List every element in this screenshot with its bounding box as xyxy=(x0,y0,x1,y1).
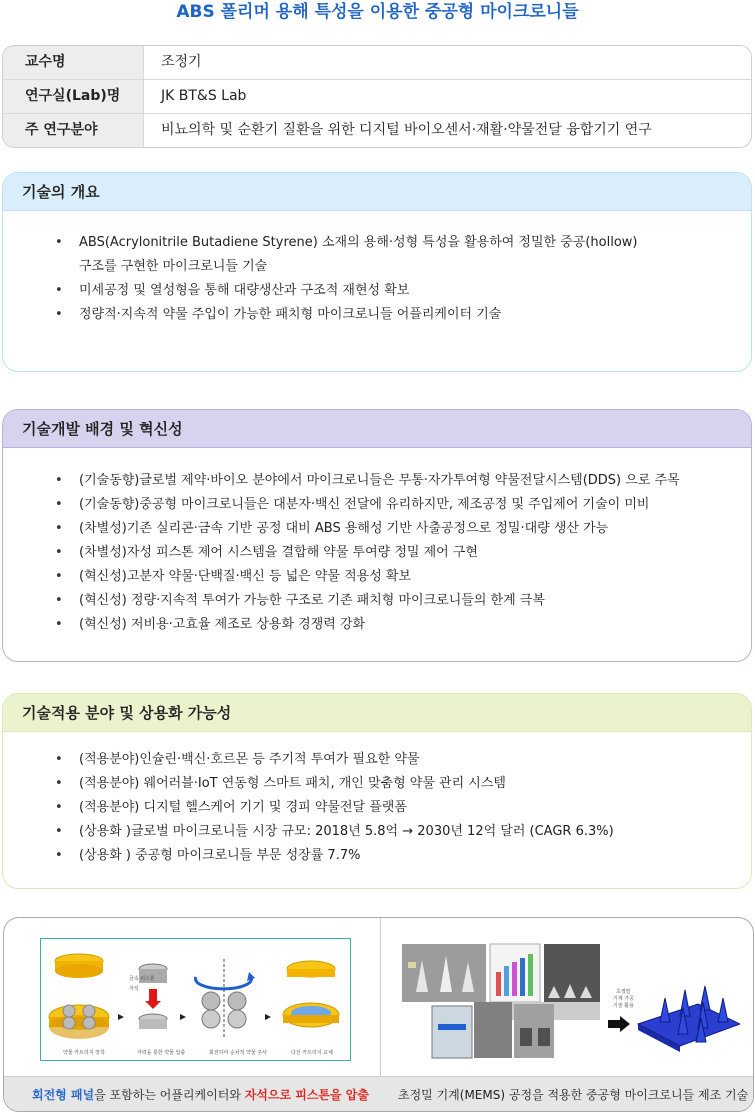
list-item: • (혁신성) 저비용·고효율 제조로 상용화 경쟁력 강화 xyxy=(55,613,680,637)
section-overview xyxy=(2,172,752,372)
list-item: • (차별성)기존 실리콘·금속 기반 공정 대비 ABS 용해성 기반 사출공정으로 정밀·대량 생산 가능 xyxy=(55,517,680,541)
list-item: • (기술동향)중공형 마이크로니들은 대분자·백신 전달에 유리하지만, 제조공정 및 주입제어 기술이 미비 xyxy=(55,493,680,517)
info-row-research-field xyxy=(3,114,751,148)
bullet-list xyxy=(55,231,638,327)
figure-caption-bar xyxy=(4,1076,753,1112)
mems-diagram xyxy=(398,942,740,1062)
mems-illustration xyxy=(398,942,740,1062)
figure-label: 자석 xyxy=(129,986,139,992)
figure-label: 기술 활용 xyxy=(613,1003,634,1009)
info-value: 조정기 xyxy=(161,54,202,70)
info-key: 연구실(Lab)명 xyxy=(3,80,144,113)
list-item: • (적용분야) 웨어러블·IoT 연동형 스마트 패치, 개인 맞춤형 약물 관리 시스템 xyxy=(55,772,614,796)
info-row-professor xyxy=(3,46,751,80)
section-heading: 기술의 개요 xyxy=(3,173,751,211)
caption-text: 을 포함하는 어플리케이터와 xyxy=(94,1088,245,1102)
figure-label: 약물 카트리지 장착 xyxy=(63,1050,105,1056)
list-item: • (혁신성) 정량·지속적 투여가 가능한 구조로 기존 패치형 마이크로니들의 한계 극복 xyxy=(55,589,680,613)
list-item: • (차별성)자성 피스톤 제어 시스템을 결합해 약물 투여량 정밀 제어 구현 xyxy=(55,541,680,565)
figure-label: 초정밀 xyxy=(616,989,631,995)
right-figure-caption: 초정밀 기계(MEMS) 공정을 적용한 중공형 마이크로니들 제조 기술 xyxy=(398,1088,749,1102)
applicator-diagram xyxy=(41,939,350,1060)
figure-panel xyxy=(3,917,754,1112)
left-figure-caption xyxy=(32,1077,369,1112)
figure-label: 회전하여 순차적 약물 주사 xyxy=(209,1050,267,1056)
list-item: • (적용분야) 디지털 헬스케어 기기 및 경피 약물전달 플랫폼 xyxy=(55,796,614,820)
figure-label: 자력을 통한 약물 압출 xyxy=(137,1050,186,1056)
info-key: 교수명 xyxy=(3,46,144,79)
info-value: 비뇨의학 및 순환기 질환을 위한 디지털 바이오센서·재활·약물전달 융합기기 연구 xyxy=(161,122,652,138)
list-item: • (상용화 )글로벌 마이크로니들 시장 규모: 2018년 5.8억 → 2030년 12억 달러 (CAGR 6.3%) xyxy=(55,820,614,844)
section-background xyxy=(2,409,752,662)
list-item: • (혁신성)고분자 약물·단백질·백신 등 넓은 약물 적용성 확보 xyxy=(55,565,680,589)
page-title: ABS 폴리머 용해 특성을 이용한 중공형 마이크로니들 xyxy=(176,2,579,22)
section-heading: 기술개발 배경 및 혁신성 xyxy=(3,410,751,448)
list-item: • 정량적·지속적 약물 주입이 가능한 패치형 마이크로니들 어플리케이터 기술 xyxy=(55,303,638,327)
info-row-lab xyxy=(3,80,751,114)
figure-label: 다선 카트리지 교체 xyxy=(291,1050,333,1056)
caption-highlight: 자석으로 피스톤을 압출 xyxy=(244,1088,369,1102)
list-item: • (적용분야)인슐린·백신·호르몬 등 주기적 투여가 필요한 약물 xyxy=(55,748,614,772)
section-application xyxy=(2,693,752,889)
applicator-illustration xyxy=(40,938,351,1061)
bullet-list xyxy=(55,748,614,868)
info-key: 주 연구분야 xyxy=(3,114,144,148)
list-item: • 미세공정 및 열성형을 통해 대량생산과 구조적 재현성 확보 xyxy=(55,279,638,303)
section-heading: 기술적용 분야 및 상용화 가능성 xyxy=(3,694,751,732)
list-item-continuation: 구조를 구현한 마이크로니들 기술 xyxy=(79,259,268,274)
info-table xyxy=(2,45,752,148)
list-item: • (상용화 ) 중공형 마이크로니들 부문 성장률 7.7% xyxy=(55,844,614,868)
figure-label: 금속 피스톤 xyxy=(129,976,155,982)
bullet-list xyxy=(55,469,680,637)
list-item: • (기술동향)글로벌 제약·바이오 분야에서 마이크로니들은 무통·자가투여형 약물전달시스템(DDS) 으로 주목 xyxy=(55,469,680,493)
caption-highlight: 회전형 패널 xyxy=(32,1088,95,1102)
list-item: • ABS(Acrylonitrile Butadiene Styrene) 소재의 용해·성형 특성을 활용하여 정밀한 중공(hollow) xyxy=(55,231,638,255)
figure-label: 기계 가공 xyxy=(613,996,634,1002)
figure-divider xyxy=(380,918,381,1076)
info-value: JK BT&S Lab xyxy=(161,88,247,104)
